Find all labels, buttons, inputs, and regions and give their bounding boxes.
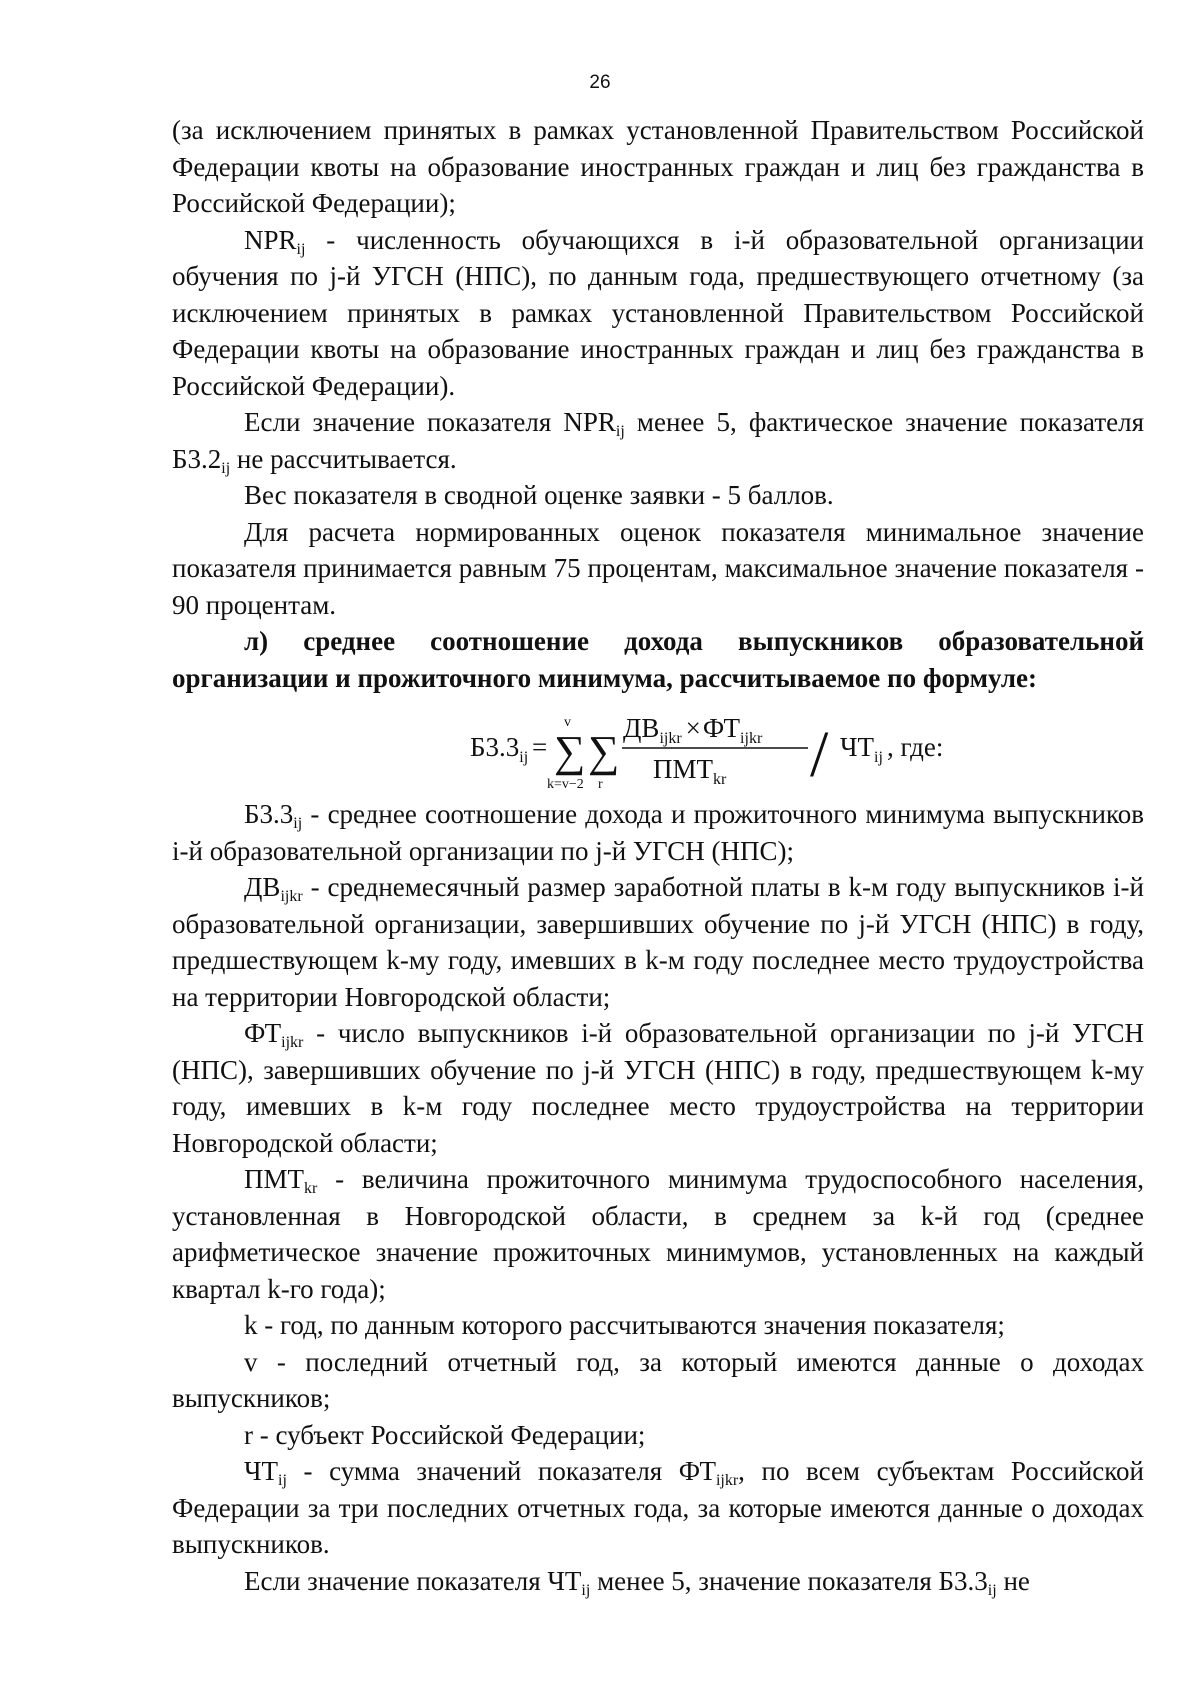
formula-numerator: $ДВ_{ijkr} \times ФТ_{ijkr}$ bbox=[623, 713, 763, 747]
formula-division-slash: / bbox=[810, 718, 829, 791]
definition-npr: $NPR_{ij}$ - численность обучающихся в i-й образовательной организации обучения по j-й УГСН (НПС), по данным года, предшествующего отчетному (за исключением принятых в рамках установленной Правительством Российской Федерации квоты на образование иностранных граждан и лиц без гражданства в Российской Федерации). bbox=[172, 224, 1144, 401]
page-number: 26 bbox=[589, 72, 611, 93]
formula-sum2-lower: r bbox=[598, 777, 603, 792]
formula-divisor: $ЧТ_{ij}$ , где: bbox=[840, 732, 944, 766]
formula-svg bbox=[172, 696, 1144, 796]
section-heading-l: л) среднее соотношение дохода выпускников образовательной организации и прожиточного минимума, рассчитываемое по формуле: bbox=[172, 626, 1144, 693]
formula-sum-sign-2: ∑ bbox=[588, 727, 620, 776]
paragraph-quota-continuation: (за исключением принятых в рамках установленной Правительством Российской Федерации квоты на образование иностранных граждан и лиц без гражданства в Российской Федерации); bbox=[172, 115, 1144, 218]
definition-r: r - субъект Российской Федерации; bbox=[244, 1419, 646, 1450]
formula-sum-lower: k=v−2 bbox=[547, 777, 584, 792]
definition-k: k - год, по данным которого рассчитываются значения показателя; bbox=[244, 1310, 1005, 1340]
definition-b33: $Б3.3_{ij}$ - среднее соотношение дохода и прожиточного минимума выпускников i-й образовательной организации по j-й УГСН (НПС); bbox=[172, 799, 1144, 866]
formula-denominator: $ПМТ_{kr}$ bbox=[653, 754, 727, 788]
definition-cht: $ЧТ_{ij}$ - сумма значений показателя $ФТ_{ijkr}$, по всем субъектам Российской Федерации за три последних отчетных года, за которые имеются данные о доходах выпускников. bbox=[172, 1456, 1144, 1559]
definition-pmt: $ПМТ_{kr}$ - величина прожиточного минимума трудоспособного населения, установленная в Новгородской области, в среднем за k-й год (среднее арифметическое значение прожиточных минимумов, установленных на каждый квартал k-го года); bbox=[172, 1164, 1144, 1304]
formula-sum-upper: v bbox=[564, 715, 571, 730]
paragraph-npr-threshold: Если значение показателя $NPR_{ij}$ менее 5, фактическое значение показателя $Б3.2_{ij}$ не рассчитывается. bbox=[172, 407, 1144, 477]
formula-b33 bbox=[172, 696, 1144, 796]
document-body bbox=[172, 112, 1144, 1599]
formula-sum-sign: ∑ bbox=[554, 727, 586, 776]
formula-equals: = bbox=[532, 732, 548, 762]
definition-v: v - последний отчетный год, за который имеются данные о доходах выпускников; bbox=[172, 1346, 1144, 1413]
definition-ft: $ФТ_{ijkr}$ - число выпускников i-й образовательной организации по j-й УГСН (НПС), завершивших обучение по j-й УГСН (НПС) в году, предшествующем k-му году, имевших в k-м году последнее место трудоустройства на территории Новгородской области; bbox=[172, 1018, 1144, 1158]
formula-lhs: $Б3.3_{ij}$ bbox=[470, 732, 529, 766]
definition-dv: $ДВ_{ijkr}$ - среднемесячный размер заработной платы в k-м году выпускников i-й образовательной организации, завершивших обучение по j-й УГСН (НПС) в году, предшествующем k-му году, имевших в k-м году последнее место трудоустройства на территории Новгородской области; bbox=[172, 872, 1144, 1012]
paragraph-cht-threshold: Если значение показателя $ЧТ_{ij}$ менее 5, значение показателя $Б3.3_{ij}$ не bbox=[244, 1565, 1030, 1599]
paragraph-normalization: Для расчета нормированных оценок показателя минимальное значение показателя принимается равным 75 процентам, максимальное значение показателя - 90 процентам. bbox=[172, 516, 1144, 620]
paragraph-weight: Вес показателя в сводной оценке заявки - 5 баллов. bbox=[244, 480, 834, 510]
